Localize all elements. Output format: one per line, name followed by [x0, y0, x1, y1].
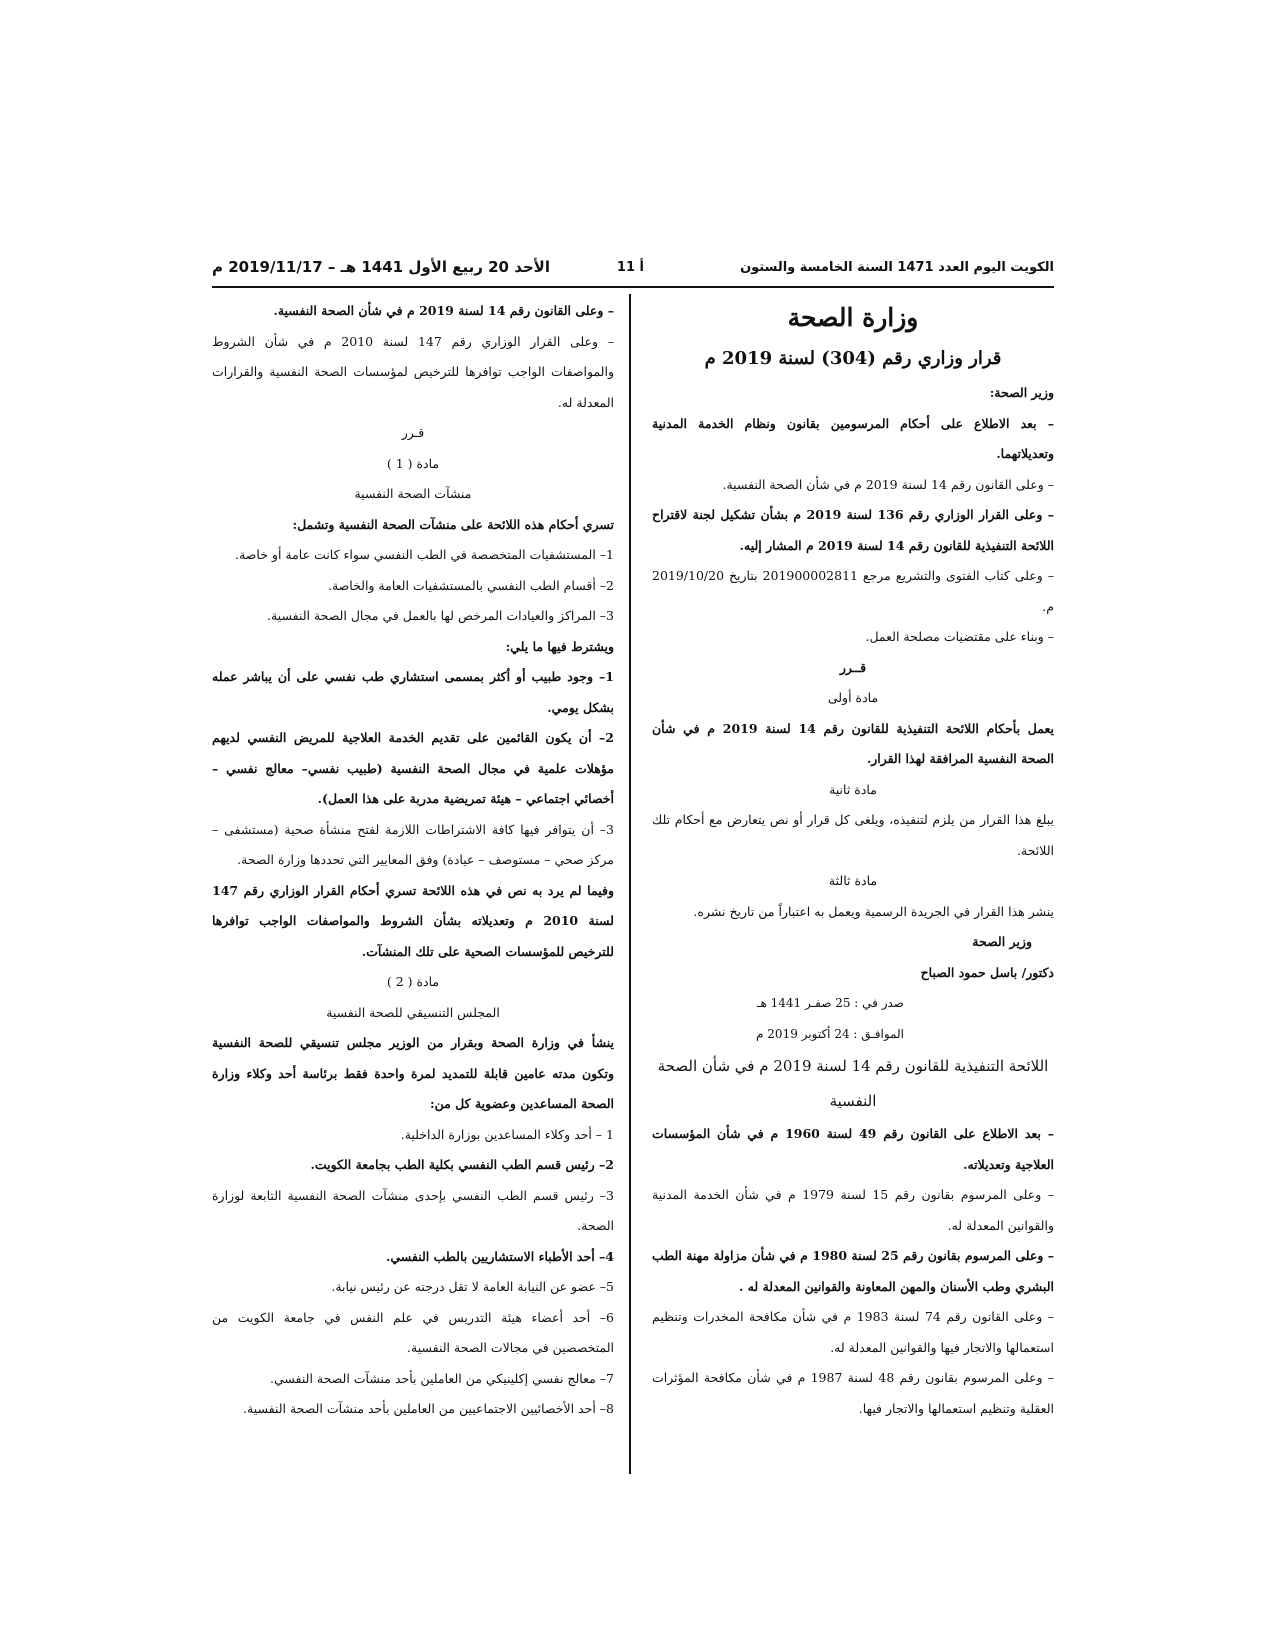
recital: – وعلى القانون رقم 14 لسنة 2019 م في شأن الصحة النفسية.	[722, 476, 1054, 492]
list-item: 3– رئيس قسم الطب النفسي بإحدى منشآت الصحة النفسية التابعة لوزارة الصحة.	[212, 1187, 614, 1233]
article-title: مادة أولى	[827, 690, 879, 705]
list-item: 1– وجود طبيب أو أكثر بمسمى استشاري طب نفسي على أن يباشر عمله بشكل يومي.	[212, 669, 614, 715]
article-title: مادة ( 2 )	[386, 974, 440, 989]
list-item: 5– عضو عن النيابة العامة لا تقل درجته عن رئيس نيابة.	[331, 1279, 614, 1294]
article-title: مادة ( 1 )	[386, 455, 440, 471]
list-item: 4– أحد الأطباء الاستشاريين بالطب النفسي.	[385, 1248, 614, 1264]
regulation-recital: – وعلى المرسوم بقانون رقم 48 لسنة 1987 م في شأن مكافحة المؤثرات العقلية وتنظيم استعمالها والاتجار فيها.	[652, 1370, 1054, 1416]
decided-heading: قــرر	[839, 659, 867, 675]
recital: – وعلى القرار الوزاري رقم 136 لسنة 2019 م بشأن تشكيل لجنة لاقتراح اللائحة التنفيذية للقانون رقم 14 لسنة 2019 م المشار إليه.	[652, 507, 1054, 553]
issue-date: الأحد 20 ربيع الأول 1441 هـ – 2019/11/17 م	[212, 258, 550, 276]
list-item: 8– أحد الأخصائيين الاجتماعيين من العاملين بأحد منشآت الصحة النفسية.	[243, 1401, 614, 1416]
list-item: 2– أقسام الطب النفسي بالمستشفيات العامة والخاصة.	[327, 577, 614, 593]
regulation-recital: – وعلى المرسوم بقانون رقم 15 لسنة 1979 م في شأن الخدمة المدنية والقوانين المعدلة له.	[652, 1187, 1054, 1233]
left-column	[212, 296, 614, 1425]
right-column	[652, 296, 1054, 1424]
article-text: يبلغ هذا القرار من يلزم لتنفيذه، ويلغى كل قرار أو نص يتعارض مع أحكام تلك اللائحة.	[652, 812, 1054, 858]
column-divider	[629, 294, 631, 1474]
article-title: مادة ثانية	[829, 781, 877, 797]
regulation-recital: – بعد الاطلاع على القانون رقم 49 لسنة 1960 م في شأن المؤسسات العلاجية وتعديلاته.	[652, 1126, 1055, 1172]
minister-label: وزير الصحة:	[989, 385, 1054, 400]
list-item: 6– أحد أعضاء هيئة التدريس في علم النفس في جامعة الكويت من المتخصصين في مجالات الصحة النفسية.	[212, 1309, 614, 1355]
article-title: مادة ثالثة	[828, 873, 878, 888]
list-item: 1– المستشفيات المتخصصة في الطب النفسي سواء كانت عامة أو خاصة.	[235, 547, 614, 562]
list-item: 3– المراكز والعيادات المرخص لها بالعمل في مجال الصحة النفسية.	[267, 608, 614, 623]
article-text: ينشر هذا القرار في الجريدة الرسمية ويعمل به اعتباراً من تاريخ نشره.	[693, 903, 1054, 919]
regulation-title: اللائحة التنفيذية للقانون رقم 14 لسنة 2019 م في شأن الصحة النفسية	[657, 1057, 1049, 1110]
list-item: 2– رئيس قسم الطب النفسي بكلية الطب بجامعة الكويت.	[310, 1157, 614, 1172]
recital: – وعلى القانون رقم 14 لسنة 2019 م في شأن الصحة النفسية.	[273, 303, 614, 318]
recital: – وبناء على مقتضيات مصلحة العمل.	[865, 629, 1054, 644]
signature-title: وزير الصحة	[972, 934, 1032, 949]
article-text: يعمل بأحكام اللائحة التنفيذية للقانون رقم 14 لسنة 2019 م في شأن الصحة النفسية المرافقة لهذا القرار.	[652, 720, 1054, 766]
gazette-issue: الكويت اليوم العدد 1471 السنة الخامسة والستون	[740, 260, 1054, 275]
regulation-recital: – وعلى القانون رقم 74 لسنة 1983 م في شأن مكافحة المخدرات وتنظيم استعمالها والاتجار فيها والقوانين المعدلة له.	[652, 1309, 1054, 1355]
recital: – بعد الاطلاع على أحكام المرسومين بقانون ونظام الخدمة المدنية وتعديلاتهما.	[652, 415, 1054, 461]
recital: – وعلى كتاب الفتوى والتشريع مرجع 201900002811 بتاريخ 2019/10/20 م.	[652, 568, 1054, 614]
article-intro: تسري أحكام هذه اللائحة على منشآت الصحة النفسية وتشمل:	[292, 516, 614, 532]
decision-title: قرار وزاري رقم (304) لسنة 2019 م	[704, 348, 1002, 369]
remainder-text: وفيما لم يرد به نص في هذه اللائحة تسري أحكام القرار الوزاري رقم 147 لسنة 2010 م وتعديلاته بشأن الشروط والمواصفات الواجب توافرها للترخيص للمؤسسات الصحية على تلك المنشآت.	[212, 882, 614, 959]
article-heading: منشآت الصحة النفسية	[354, 486, 472, 501]
regulation-recital: – وعلى المرسوم بقانون رقم 25 لسنة 1980 م في شأن مزاولة مهنة الطب البشري وطب الأسنان والمهن المعاونة والقوانين المعدلة له .	[652, 1248, 1055, 1294]
list-item: 3– أن يتوافر فيها كافة الاشتراطات اللازمة لفتح منشأة صحية (مستشفى – مركز صحي – مستوصف – عيادة) وفق المعايير التي تحددها وزارة الصحة.	[212, 821, 614, 867]
decided-heading: قـرر	[401, 425, 425, 440]
article-intro: ينشأ في وزارة الصحة وبقرار من الوزير مجلس تنسيقي للصحة النفسية وتكون مدته عامين قابلة للتمديد لمرة واحدة فقط برئاسة أحد وكلاء وزارة الصحة المساعدين وعضوية كل من:	[212, 1035, 614, 1111]
issued-hijri: صدر في : 25 صفـر 1441 هـ	[756, 996, 904, 1010]
list-item: 7– معالج نفسي إكلينيكي من العاملين بأحد منشآت الصحة النفسي.	[270, 1370, 614, 1386]
issued-gregorian: الموافـق : 24 أكتوبر 2019 م	[756, 1026, 904, 1041]
signature-name: دكتور/ باسل حمود الصباح	[920, 964, 1054, 980]
ministry-title: وزارة الصحة	[787, 303, 919, 332]
page-number: أ 11	[616, 260, 644, 275]
page-header	[212, 256, 1054, 284]
list-item: 2– أن يكون القائمين على تقديم الخدمة العلاجية للمريض النفسي لديهم مؤهلات علمية في مجال الصحة النفسية (طبيب نفسي– معالج نفسي – أخصائي اجتماعي – هيئة تمريضية مدربة على هذا العمل).	[212, 730, 614, 806]
list-item: 1 – أحد وكلاء المساعدين بوزارة الداخلية.	[400, 1126, 614, 1142]
article-heading: المجلس التنسيقي للصحة النفسية	[326, 1004, 500, 1020]
conditions-intro: ويشترط فيها ما يلي:	[505, 638, 614, 654]
recital: – وعلى القرار الوزاري رقم 147 لسنة 2010 م في شأن الشروط والمواصفات الواجب توافرها للترخيص لمؤسسات الصحة النفسية والقرارات المعدلة له.	[212, 333, 614, 410]
header-rule	[212, 286, 1054, 288]
